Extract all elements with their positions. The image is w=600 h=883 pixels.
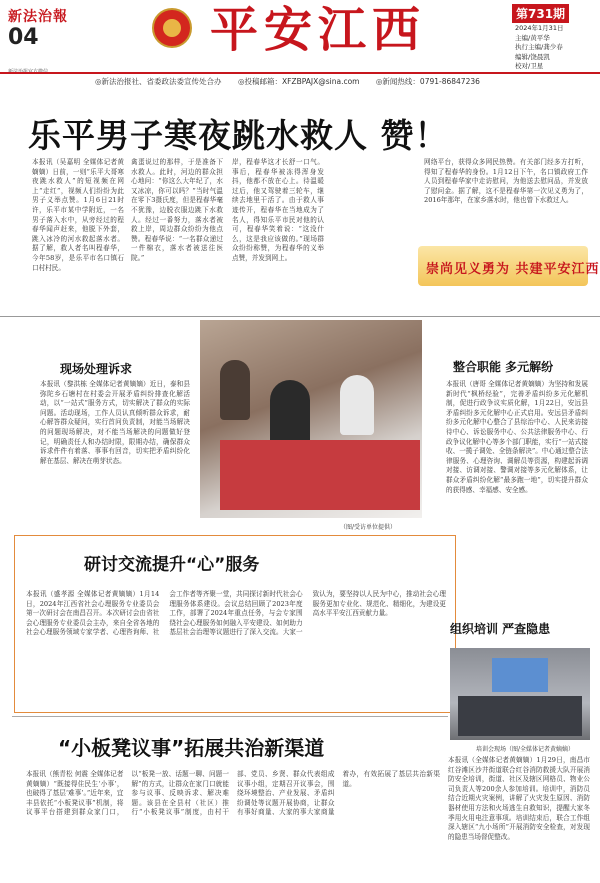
meta-editor: 编辑/饶晨凯 [515,52,550,61]
seminar-title: 研讨交流提升“心”服务 [84,555,260,575]
police-emblem-icon [152,8,192,48]
scene-title: 现场处理诉求 [60,362,133,376]
page-title: 平安江西 [210,2,427,58]
masthead-meta [515,24,563,72]
lead-column-3: 岸，程春华这才长舒一口气。事后，程春华被冻得浑身发抖，他都不放在心上。待温暖过后，他又驾驶着三轮车，继续去地里干活了。由于救人事迹传开，程春华在当地成为了名人，得知乐平市民对他的认可，程春华笑着说：“这没什么，这是我应该做的。”现场群众纷纷称赞，为程春华的义举点赞，并发到网上。 [232,158,324,262]
meta-executive-editor: 执行主编/龚少春 [515,43,563,51]
seminar-body: 本报讯（盛孝源 全媒体记者黄嫡嫡）1月14日，2024年江西省社会心理服务专业委员会第一次研讨会在南昌召开。本次研讨会由省社会心理服务专业委员会主办，来自全省各地的社会心理服务领域专家学者、心理咨询师、社会工作者等齐聚一堂，共同探讨新时代社会心理服务体系建设。会议总结回顾了2023年度工作，部署了2024年重点任务，与会专家围绕社会心理服务如何融入平安建设、如何助力基层社会治理等议题进行了深入交流。大家一致认为，要坚持以人民为中心，推动社会心理服务更加专业化、规范化、精细化，为建设更高水平平安江西贡献力量。 [26,590,446,637]
training-photo [450,648,590,740]
photo-audience [458,696,582,736]
scene-photo [200,320,422,518]
info-bar [95,76,494,87]
section-divider [0,316,600,317]
meta-date: 2024年1月31日 [515,24,564,32]
lead-column-4-part [330,158,418,308]
masthead-divider [0,72,600,74]
issue-badge: 第731期 [512,4,569,23]
scene-photo-caption: （图/受访单位提供） [340,524,397,531]
lead-headline: 乐平男子寒夜跳水救人 赞！ [28,116,449,155]
section-divider [12,716,448,717]
page-number: 04 [8,25,39,50]
slogan-banner [418,246,600,286]
lead-column-1: 本报讯（吴嘉明 全媒体记者黄嫡嫡）日前，一则“乐平大哥寒夜跳水救人”的短视频在网上“走红”，视频人们纷纷为此男子义举点赞。1月6日21时许，乐平市某中学附近，一名男子落入水中，从旁经过的程春华闻声赶来，他脱下外套，跳入冰冷的河水救起落水者。据了解，救人者名叫程春华，今年58岁，是乐平市名口镇石口村村民。 [32,158,124,272]
training-body: 本报讯（全媒体记者黄嫡嫡）1月29日，南昌市红谷滩区沙井街道联合红谷消防救援大队开展消防安全培训，街道、社区及辖区网格员、物业公司负责人等200余人参加培训。培训中，消防员结合近期火灾案例，讲解了火灾发生原因、消防器材使用方法和火场逃生自救知识，提醒大家冬季用火用电注意事项。培训结束后，联合工作组深入辖区“九小场所”开展消防安全检查，对发现的隐患当场督促整改。 [448,756,590,841]
photo-screen [492,658,548,692]
consolidate-body: 本报讯（唐哥 全媒体记者黄嫡嫡）为坚持和发展新时代“枫桥经验”，完善矛盾纠纷多元化解机制，促进行政争议实质化解，1月22日，安远县矛盾纠纷多元化解中心正式启用。安远县矛盾纠纷多元化解中心整合了县综治中心、人民来访接待中心、诉讼服务中心、公共法律服务中心、行政争议化解中心等多个部门职能，实行“一站式接收、一揽子调处、全链条解决”。中心通过整合法律服务、心理咨询、调解员等资源，构建起诉调对接、访调对接、警调对接等多元化解体系，让群众矛盾纠纷化解“最多跑一地”，切实提升群众的获得感、幸福感、安全感。 [446,380,588,494]
training-photo-caption: 培训会现场（图/全媒体记者黄嫡嫡） [476,746,575,753]
photo-person [220,360,250,420]
slogan-text: 崇尚见义勇为 共建平安江西 [426,262,600,277]
photo-person [340,375,374,435]
info-email[interactable]: ◎投稿邮箱：XFZBPAJX@sina.com [237,77,360,86]
bench-title: “小板凳议事”拓展共治新渠道 [58,736,325,760]
paper-name: 新法治報 [8,9,68,25]
photo-table [220,440,420,510]
training-title: 组织培训 严查隐患 [450,622,551,636]
lead-column-4: 网络平台，获得众多网民热赞。有关部门经多方打听，得知了程春华的身份。1月12日下午，名口镇政府工作人员到程春华家中走访慰问，为他送去慰问品，并发放了慰问金。据了解，这不是程春华第一次见义勇为了，2016年那年，在家乡落水时，他也曾下水救过人。 [424,158,588,205]
masthead-left [8,6,88,75]
info-hotline: ◎新闻热线：0791-86847236 [375,77,480,86]
meta-editor-chief: 主编/黄平华 [515,33,550,42]
lead-column-2: 禽蛋说过的那样，于是准备下水救人。此时，河边的群众担心地问：“你这么大年纪了，水又冰凉，你可以吗？”当时气温在零下3摄氏度，但是程春华毫不犹豫，边脱衣服边跳下水救人。经过一番努力，落水者被救上岸，周边群众纷纷为他点赞。程春华说：“一名群众递过一件棉衣，落水者被送往医院。” [131,158,223,262]
consolidate-title: 整合职能 多元解纷 [453,360,554,374]
info-sponsors: ◎新法治报社、省委政法委宣传处合办 [95,77,222,86]
scene-body: 本报讯（黎洪栋 全媒体记者黄嫡嫡）近日，泰和县弥陀乡石塘村在村委会开展矛盾纠纷排查化解活动，以“一站式”服务方式，切实解决了群众的实际问题。活动现场，工作人员认真倾听群众诉求，耐心解答群众疑问，实行首问负责制，对能当场解决的问题现场解决，对不能当场解决的问题做好登记，明确责任人和办结时限，限期办结，确保群众诉求件件有着落、事事有回音，切实把矛盾纠纷化解在基层、解决在萌芽状态。 [40,380,190,465]
meta-proofreader: 校对/卫星 [515,62,544,70]
bench-body: 本报讯（熊青松 何震 全媒体记者黄嫡嫡）“既接得住民生‘小事’，也破得了基层‘难事’。”近年来，宜丰县依托“小板凳议事”机制，将议事平台搭建到群众家门口，以“板凳一放、话题一聊、问题一解”的方式，让群众在家门口就能参与议事、反映诉求、解决难题。该县在全县村（社区）推行“小板凳议事”制度，由村干部、党员、乡贤、群众代表组成议事小组，定期召开议事会，围绕环境整治、产业发展、矛盾纠纷调处等议题开展协商，让群众有事好商量、大家的事大家商量着办，有效拓展了基层共治新渠道。 [26,770,440,817]
